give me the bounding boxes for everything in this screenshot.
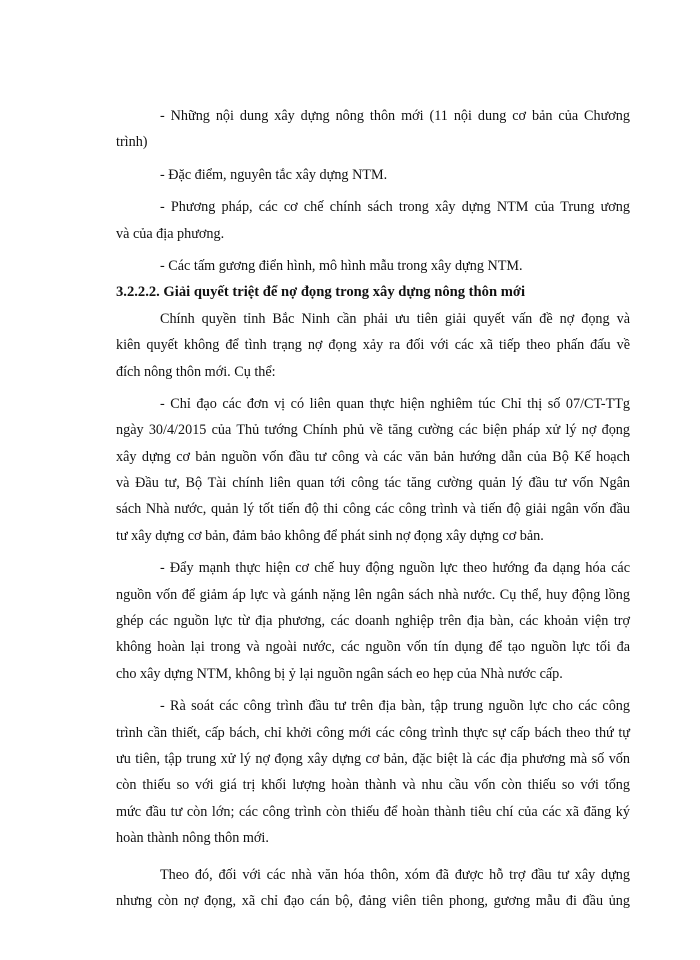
text-line: - Chỉ đạo các đơn vị có liên quan thực hiện nghiêm túc Chỉ thị số 07/CT-TTg	[160, 395, 630, 412]
bullet-features	[116, 162, 630, 188]
text-line: - Các tấm gương điển hình, mô hình mẫu trong xây dựng NTM.	[160, 257, 523, 274]
intro-paragraph	[116, 306, 630, 385]
section-heading	[116, 279, 630, 305]
bullet-contents	[116, 103, 630, 156]
text-line: sách Nhà nước, quản lý tốt tiến độ thi công các công trình và tiến độ giải ngân vốn đầu	[116, 501, 630, 518]
text-line: và của địa phương.	[116, 225, 225, 242]
text-line: hoàn thành nông thôn mới.	[116, 830, 269, 847]
text-line: ưu tiên, tập trung xử lý nợ đọng xây dựng cơ bản, đặc biệt là các địa phương mà số vốn	[116, 750, 630, 767]
text-line: tư xây dựng cơ bản, đảm bảo không để phát sinh nợ đọng xây dựng cơ bản.	[116, 527, 544, 544]
text-line: - Những nội dung xây dựng nông thôn mới (11 nội dung cơ bản của Chương	[160, 108, 630, 124]
text-line: nguồn vốn để giảm áp lực và gánh nặng lên ngân sách nhà nước. Cụ thể, huy động lồng	[116, 586, 630, 603]
text-line: trình cần thiết, cấp bách, chỉ khởi công mới các công trình thực sự cấp bách theo thứ tự	[116, 724, 630, 741]
closing-paragraph	[116, 862, 630, 915]
text-line: ghép các nguồn lực từ địa phương, các doanh nghiệp trên địa bàn, các khoản viện trợ	[116, 613, 630, 630]
text-line: xây dựng cơ bản nguồn vốn đầu tư công và các văn bản hướng dẫn của Bộ Kế hoạch	[116, 448, 630, 465]
text-line: cho xây dựng NTM, không bị ỷ lại nguồn ngân sách eo hẹp của Nhà nước cấp.	[116, 665, 563, 682]
text-line: Theo đó, đối với các nhà văn hóa thôn, xóm đã được hỗ trợ đầu tư xây dựng	[160, 866, 630, 883]
text-line: - Đặc điểm, nguyên tắc xây dựng NTM.	[160, 166, 388, 183]
point-directive	[116, 391, 630, 549]
document-page	[116, 103, 630, 914]
text-line: đích nông thôn mới. Cụ thể:	[116, 363, 276, 380]
text-line: - Phương pháp, các cơ chế chính sách trong xây dựng NTM của Trung ương	[160, 199, 630, 216]
point-review	[116, 693, 630, 851]
text-line: còn thiếu so với giá trị khối lượng hoàn thành và nhu cầu vốn còn thiếu so với tổng	[116, 777, 630, 794]
text-line: mức đầu tư còn lớn; các công trình còn thiếu để hoàn thành tiêu chí của các xã đăng ký	[116, 803, 630, 820]
text-line: kiên quyết không để tình trạng nợ đọng xảy ra đối với các xã tiếp theo phấn đấu về	[116, 337, 630, 354]
text-line: - Rà soát các công trình đầu tư trên địa bàn, tập trung nguồn lực cho các công	[160, 698, 630, 715]
text-line: Chính quyền tỉnh Bắc Ninh cần phải ưu tiên giải quyết vấn đề nợ đọng và	[160, 310, 630, 327]
text-line: nhưng còn nợ đọng, xã chỉ đạo cán bộ, đảng viên tiên phong, gương mẫu đi đầu ủng	[116, 892, 630, 909]
text-line: - Đẩy mạnh thực hiện cơ chế huy động nguồn lực theo hướng đa dạng hóa các	[160, 560, 630, 577]
text-line: trình)	[116, 134, 148, 151]
point-resources	[116, 555, 630, 687]
text-line: ngày 30/4/2015 của Thủ tướng Chính phủ về tăng cường các biện pháp xử lý nợ đọng	[116, 422, 630, 439]
text-line: không hoàn lại trong và ngoài nước, các nguồn vốn tín dụng để tạo nguồn lực tối đa	[116, 639, 630, 656]
bullet-methods	[116, 194, 630, 247]
text-line: và Đầu tư, Bộ Tài chính liên quan tới công tác tăng cường quản lý đầu tư vốn Ngân	[116, 475, 630, 492]
heading-text: 3.2.2.2. Giải quyết triệt để nợ đọng trong xây dựng nông thôn mới	[116, 284, 526, 301]
bullet-models	[116, 253, 630, 279]
